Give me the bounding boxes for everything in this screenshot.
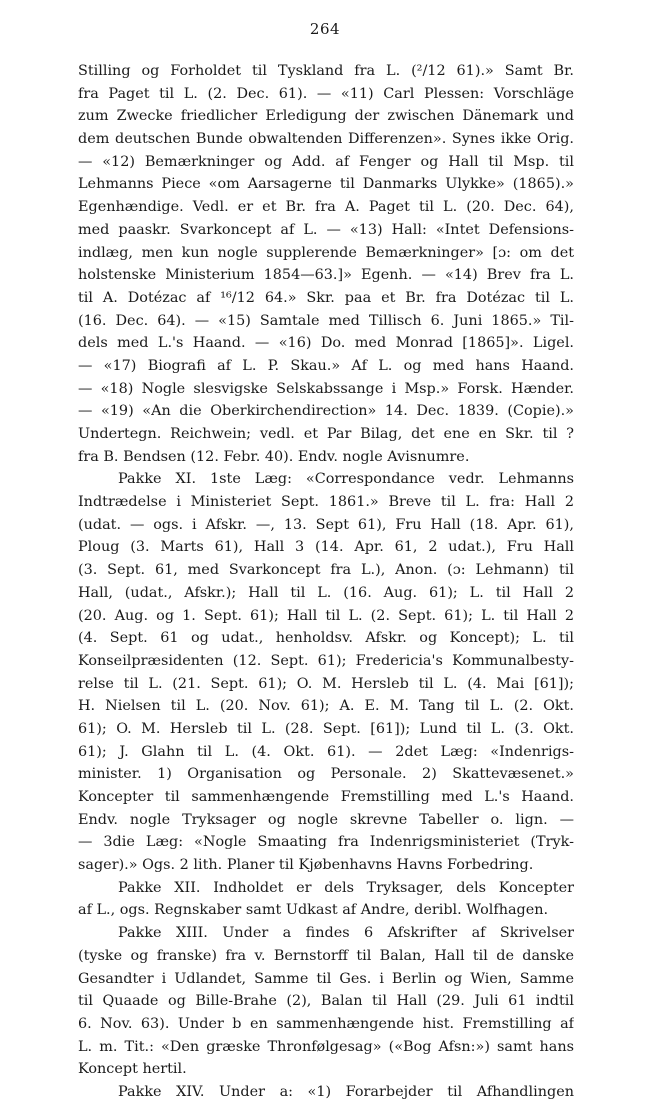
text-line: fra Paget til L. (2. Dec. 61). — «11) Carl Plessen: Vorschläge <box>78 85 574 102</box>
text-line: Ploug (3. Marts 61), Hall 3 (14. Apr. 61, 2 udat.), Fru Hall <box>78 539 574 556</box>
text-line: Pakke XIV. Under a: «1) Forarbejder til Afhandlingen <box>118 1083 574 1100</box>
text-line: (20. Aug. og 1. Sept. 61); Hall til L. (2. Sept. 61); L. til Hall 2 <box>78 607 574 624</box>
text-line: relse til L. (21. Sept. 61); O. M. Hersleb til L. (4. Mai [61]); <box>78 675 574 692</box>
text-line: L. m. Tit.: «Den græske Thronfølgesag» («Bog Afsn:») samt hans <box>78 1038 574 1055</box>
text-line: Egenhændige. Vedl. er et Br. fra A. Paget til L. (20. Dec. 64), <box>78 199 574 216</box>
page-number: 264 <box>309 20 341 38</box>
text-line: 6. Nov. 63). Under b en sammenhængende hist. Fremstilling af <box>78 1015 574 1032</box>
text-line: (16. Dec. 64). — «15) Samtale med Tillisch 6. Juni 1865.» Til- <box>78 312 574 329</box>
text-line: (udat. — ogs. i Afskr. —, 13. Sept 61), Fru Hall (18. Apr. 61), <box>78 516 574 533</box>
text-line: Pakke XIII. Under a findes 6 Afskrifter af Skrivelser <box>118 925 574 942</box>
text-line: minister. 1) Organisation og Personale. 2) Skattevæsenet.» <box>78 766 574 783</box>
text-line: H. Nielsen til L. (20. Nov. 61); A. E. M. Tang til L. (2. Okt. <box>78 698 574 715</box>
text-line: Hall, (udat., Afskr.); Hall til L. (16. Aug. 61); L. til Hall 2 <box>78 584 574 601</box>
text-line: (4. Sept. 61 og udat., henholdsv. Afskr. og Koncept); L. til <box>78 630 574 647</box>
text-line: Koncept hertil. <box>78 1061 187 1078</box>
text-line: med paaskr. Svarkoncept af L. — «13) Hall: «Intet Defensions- <box>78 221 574 238</box>
text-line: Indtrædelse i Ministeriet Sept. 1861.» Breve til L. fra: Hall 2 <box>78 494 574 511</box>
text-line: 61); J. Glahn til L. (4. Okt. 61). — 2det Læg: «Indenrigs- <box>78 743 574 760</box>
text-line: dem deutschen Bunde obwaltenden Differenzen». Synes ikke Orig. <box>78 131 574 148</box>
text-line: Pakke XI. 1ste Læg: «Correspondance vedr. Lehmanns <box>118 471 574 488</box>
text-line: — 3die Læg: «Nogle Smaating fra Indenrigsministeriet (Tryk- <box>78 834 574 851</box>
text-line: indlæg, men kun nogle supplerende Bemærkninger» [ɔ: om det <box>78 244 574 261</box>
text-line: Koncepter til sammenhængende Fremstilling med L.'s Haand. <box>78 789 574 805</box>
text-line: Undertegn. Reichwein; vedl. et Par Bilag, det ene en Skr. til ? <box>78 426 574 442</box>
text-line: zum Zwecke friedlicher Erledigung der zwischen Dänemark und <box>78 108 574 125</box>
text-line: Konseilpræsidenten (12. Sept. 61); Fredericia's Kommunalbesty- <box>78 652 574 669</box>
text-line: — «18) Nogle slesvigske Selskabssange i Msp.» Forsk. Hænder. <box>78 380 574 397</box>
text-line: (3. Sept. 61, med Svarkoncept fra L.), Anon. (ɔ: Lehmann) til <box>78 562 574 579</box>
text-line: sager).» Ogs. 2 lith. Planer til Kjøbenhavns Havns Forbedring. <box>78 857 534 874</box>
text-line: dels med L.'s Haand. — «16) Do. med Monrad [1865]». Ligel. <box>78 335 574 352</box>
text-line: af L., ogs. Regnskaber samt Udkast af Andre, deribl. Wolfhagen. <box>78 902 549 919</box>
text-line: 61); O. M. Hersleb til L. (28. Sept. [61]); Lund til L. (3. Okt. <box>78 720 574 737</box>
text-line: til A. Dotézac af ¹⁶/12 64.» Skr. paa et Br. fra Dotézac til L. <box>78 289 574 306</box>
text-line: — «17) Biografi af L. P. Skau.» Af L. og med hans Haand. <box>78 357 574 374</box>
text-line: til Quaade og Bille-Brahe (2), Balan til Hall (29. Juli 61 indtil <box>78 993 574 1010</box>
text-line: — «12) Bemærkninger og Add. af Fenger og Hall til Msp. til <box>78 153 574 170</box>
text-line: Stilling og Forholdet til Tyskland fra L. (²/12 61).» Samt Br. <box>78 63 574 79</box>
body-text <box>78 60 574 1104</box>
text-line: Gesandter i Udlandet, Samme til Ges. i Berlin og Wien, Samme <box>78 970 574 987</box>
text-line: Endv. nogle Tryksager og nogle skrevne Tabeller o. lign. — <box>78 811 574 828</box>
text-line: Lehmanns Piece «om Aarsagerne til Danmarks Ulykke» (1865).» <box>78 176 574 193</box>
text-line: (tyske og franske) fra v. Bernstorff til Balan, Hall til de danske <box>78 947 574 964</box>
text-line: fra B. Bendsen (12. Febr. 40). Endv. nogle Avisnumre. <box>78 448 470 465</box>
text-line: — «19) «An die Oberkirchendirection» 14. Dec. 1839. (Copie).» <box>78 403 574 420</box>
text-line: Pakke XII. Indholdet er dels Tryksager, dels Koncepter <box>118 879 574 896</box>
text-line: holstenske Ministerium 1854—63.]» Egenh. — «14) Brev fra L. <box>78 267 574 284</box>
